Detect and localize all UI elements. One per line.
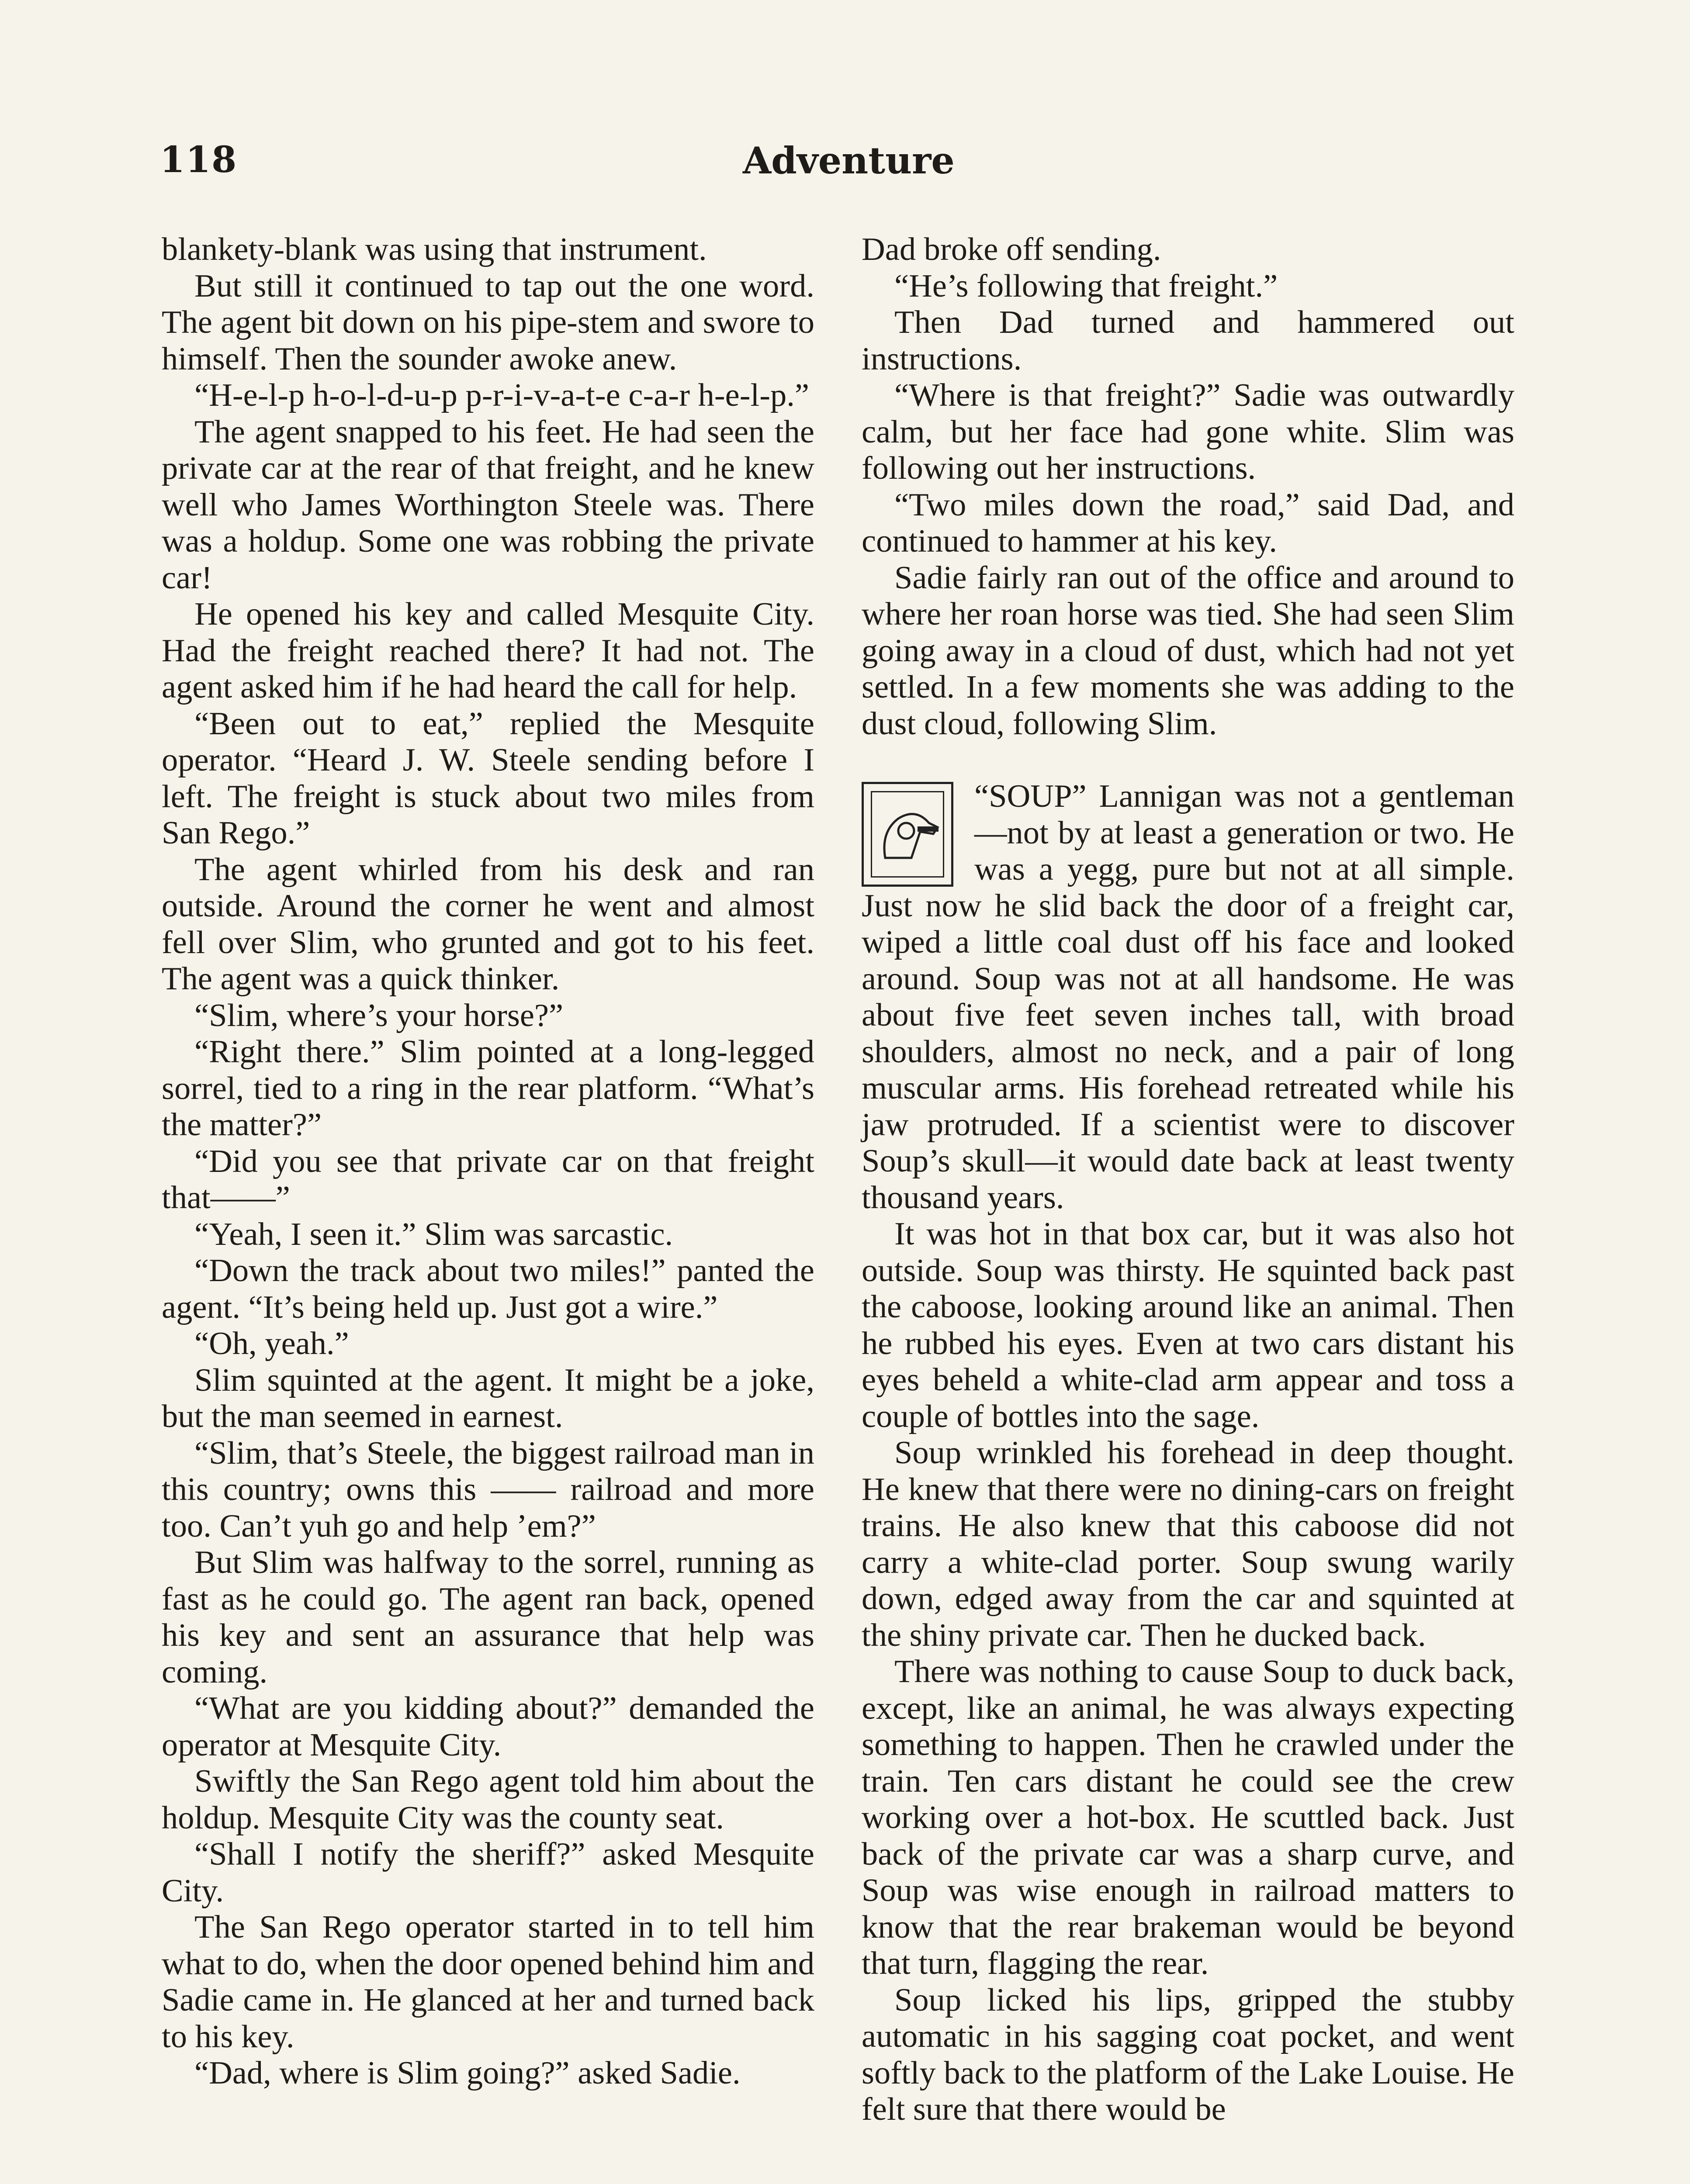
paragraph: There was nothing to cause Soup to duck back, except, like an animal, he was always expecting something to happen. Then he crawled under the train. Ten cars distant he could see the crew working over a hot-box. He scuttled back. Just back of the private car was a sharp curve, and Soup was wise enough in railroad matters to know that the rear brakeman would be beyond that turn, flagging the rear. — [862, 1654, 1514, 1981]
paragraph: “He’s following that freight.” — [894, 268, 1278, 304]
paragraph: But still it continued to tap out the one word. The agent bit down on his pipe-stem and swore to himself. Then the sounder awoke anew. — [162, 268, 814, 377]
paragraph: “Been out to eat,” replied the Mesquite operator. “Heard J. W. Steele sending before I left. The freight is stuck about two miles from San Rego.” — [162, 705, 814, 851]
paragraph: blankety-blank was using that instrument. — [162, 232, 707, 267]
paragraph: Sadie fairly ran out of the office and around to where her roan horse was tied. She had seen Slim going away in a cloud of dust, which had not yet settled. In a few moments she was adding to the dust cloud, following Slim. — [862, 560, 1514, 742]
paragraph: “Yeah, I seen it.” Slim was sarcastic. — [194, 1216, 673, 1252]
right-column — [862, 232, 1514, 2128]
magazine-title: Adventure — [743, 139, 955, 182]
paragraph: “What are you kidding about?” demanded the operator at Mesquite City. — [162, 1690, 814, 1763]
paragraph: “Oh, yeah.” — [194, 1326, 349, 1362]
paragraph: “Two miles down the road,” said Dad, and continued to hammer at his key. — [862, 487, 1514, 559]
section-opening — [862, 778, 1514, 1216]
paragraph: Soup wrinkled his forehead in deep thought. He knew that there were no dining-cars on freight trains. He also knew that this caboose did not carry a white-clad porter. Soup swung warily down, edged away from the car and squinted at the shiny private car. Then he ducked back. — [862, 1435, 1514, 1653]
paragraph: The agent snapped to his feet. He had seen the private car at the rear of that freight, and he knew well who James Worthington Steele was. There was a holdup. Some one was robbing the private car! — [162, 414, 814, 596]
paragraph: Soup licked his lips, gripped the stubby automatic in his sagging coat pocket, and went softly back to the platform of the Lake Louise. He felt sure that there would be — [862, 1982, 1514, 2127]
decorative-drop-cap — [862, 782, 953, 887]
paragraph: “Right there.” Slim pointed at a long-legged sorrel, tied to a ring in the rear platform. “What’s the matter?” — [162, 1034, 814, 1143]
paragraph: Swiftly the San Rego agent told him about the holdup. Mesquite City was the county seat. — [162, 1763, 814, 1836]
paragraph: But Slim was halfway to the sorrel, running as fast as he could go. The agent ran back, opened his key and sent an assurance that help was coming. — [162, 1545, 814, 1690]
paragraph: “Shall I notify the sheriff?” asked Mesquite City. — [162, 1836, 814, 1909]
drop-cap-illustration — [871, 791, 944, 878]
paragraph: “Slim, where’s your horse?” — [194, 997, 564, 1033]
paragraph: Slim squinted at the agent. It might be a joke, but the man seemed in earnest. — [162, 1362, 814, 1434]
paragraph: Then Dad turned and hammered out instructions. — [862, 304, 1514, 377]
paragraph: The agent whirled from his desk and ran outside. Around the corner he went and almost fell over Slim, who grunted and got to his feet. The agent was a quick thinker. — [162, 851, 814, 997]
page-number: 118 — [160, 139, 238, 181]
paragraph: “Where is that freight?” Sadie was outwardly calm, but her face had gone white. Slim was following out her instructions. — [862, 377, 1514, 486]
paragraph: Dad broke off sending. — [862, 232, 1161, 267]
left-column — [162, 232, 814, 2092]
paragraph: “H-e-l-p h-o-l-d-u-p p-r-i-v-a-t-e c-a-r h-e-l-p.” — [194, 377, 809, 413]
paragraph: The San Rego operator started in to tell him what to do, when the door opened behind him and Sadie came in. He glanced at her and turned back to his key. — [162, 1909, 814, 2055]
paragraph: “Dad, where is Slim going?” asked Sadie. — [194, 2055, 741, 2091]
section-opening-text: “SOUP” Lannigan was not a gentleman—not by at least a generation or two. He was a yegg, pure but not at all simple. Just now he slid back the door of a freight car, wiped a little coal dust off his face and looked around. Soup was not at all handsome. He was about five feet seven inches tall, with broad shoulders, almost no neck, and a pair of long muscular arms. His forehead retreated while his jaw protruded. If a scientist were to discover Soup’s skull—it would date back at least twenty thousand years. — [862, 778, 1514, 1216]
paragraph: “Did you see that private car on that freight that——” — [162, 1143, 814, 1216]
paragraph: “Down the track about two miles!” panted the agent. “It’s being held up. Just got a wire.” — [162, 1253, 814, 1325]
paragraph: He opened his key and called Mesquite City. Had the freight reached there? It had not. The agent asked him if he had heard the call for help. — [162, 596, 814, 705]
paragraph: “Slim, that’s Steele, the biggest railroad man in this country; owns this —— railroad and more too. Can’t yuh go and help ’em?” — [162, 1435, 814, 1544]
paragraph: It was hot in that box car, but it was also hot outside. Soup was thirsty. He squinted back past the caboose, looking around like an animal. Then he rubbed his eyes. Even at two cars distant his eyes beheld a white-clad arm appear and toss a couple of bottles into the sage. — [862, 1216, 1514, 1434]
